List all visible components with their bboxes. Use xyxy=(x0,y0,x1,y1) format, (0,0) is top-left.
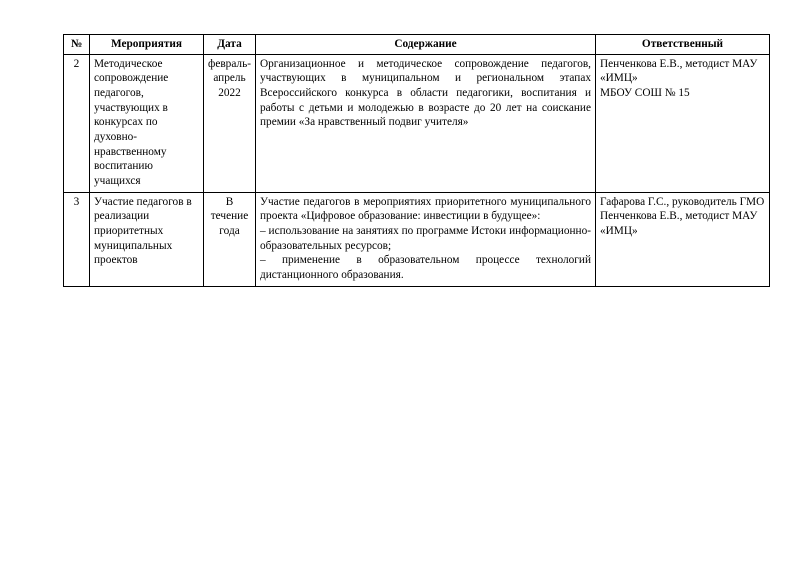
table-row xyxy=(64,192,770,286)
content-paragraph: – применение в образовательном процессе технологий дистанционного образования. xyxy=(260,254,591,282)
responsible-line: «ИМЦ» xyxy=(600,225,638,238)
row-content-cell xyxy=(256,54,596,192)
table-body xyxy=(64,54,770,286)
row-event-cell: Методическое сопровождение педагогов, участвующих в конкурсах по духовно-нравственному воспитанию учащихся xyxy=(90,54,204,192)
row-responsible-cell xyxy=(596,54,770,192)
row-content-cell xyxy=(256,192,596,286)
row-date-cell: февраль-апрель 2022 xyxy=(204,54,256,192)
content-paragraph: – использование на занятиях по программе Истоки информационно-образовательных ресурсов; xyxy=(260,225,591,252)
responsible-line: МБОУ СОШ № 15 xyxy=(600,87,690,100)
plan-table xyxy=(63,34,770,287)
responsible-line: Пенченкова Е.В., методист МАУ xyxy=(600,57,758,70)
row-responsible-cell xyxy=(596,192,770,286)
responsible-line: «ИМЦ» xyxy=(600,72,638,85)
row-event-cell: Участие педагогов в реализации приоритетных муниципальных проектов xyxy=(90,192,204,286)
table-header-row xyxy=(64,35,770,55)
row-number-cell: 3 xyxy=(64,192,90,286)
responsible-line: Пенченкова Е.В., методист МАУ xyxy=(600,210,758,223)
column-header-content: Содержание xyxy=(256,35,596,55)
row-number-cell: 2 xyxy=(64,54,90,192)
plan-table-container xyxy=(63,34,769,287)
column-header-date: Дата xyxy=(204,35,256,55)
content-paragraph: Организационное и методическое сопровождение педагогов, участвующих в муниципальном и региональном этапах Всероссийского конкурса в области педагогики, воспитания и работы с детьми и молодежью в возрасте до 20 лет на соискание премии «За нравственный подвиг учителя» xyxy=(260,57,591,129)
table-header xyxy=(64,35,770,55)
responsible-line: Гафарова Г.С., руководитель ГМО xyxy=(600,195,765,208)
row-date-cell: В течение года xyxy=(204,192,256,286)
table-row xyxy=(64,54,770,192)
content-paragraph: Участие педагогов в мероприятиях приоритетного муниципального проекта «Цифровое образование: инвестиции в будущее»: xyxy=(260,195,591,223)
column-header-events: Мероприятия xyxy=(90,35,204,55)
column-header-number: № xyxy=(64,35,90,55)
column-header-responsible: Ответственный xyxy=(596,35,770,55)
